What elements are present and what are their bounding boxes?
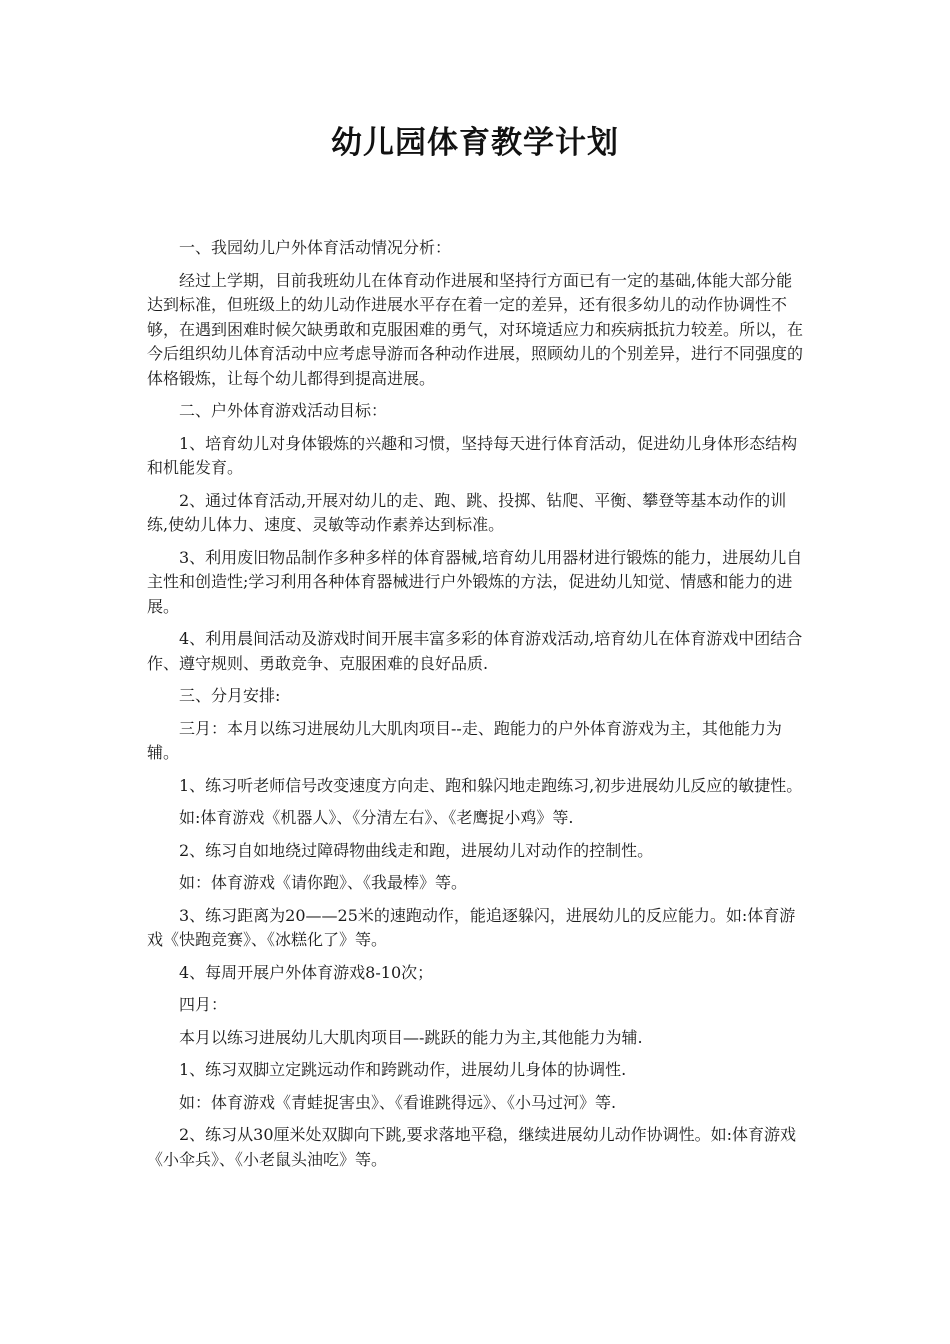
section-heading-monthly: 三、分月安排: [179,686,281,705]
goal-item: 3、利用废旧物品制作多种多样的体育器械,培育幼儿用器材进行锻炼的能力，进展幼儿自主性和创造性;学习利用各种体育器械进行户外锻炼的方法，促进幼儿知觉、情感和能力的进展。 [147,547,803,616]
plan-item: 2、练习自如地绕过障碍物曲线走和跑，进展幼儿对动作的控制性。 [179,840,654,860]
example-games: 如：体育游戏《青蛙捉害虫》、《看谁跳得远》、《小马过河》等. [179,1092,617,1112]
goal-item: 4、利用晨间活动及游戏时间开展丰富多彩的体育游戏活动,培育幼儿在体育游戏中团结合作、遵守规则、勇敢竞争、克服困难的良好品质. [147,629,803,673]
plan-item: 2、练习从30厘米处双脚向下跳,要求落地平稳，继续进展幼儿动作协调性。如:体育游戏《小伞兵》、《小老鼠头油吃》等。 [147,1125,797,1169]
plan-item: 4、每周开展户外体育游戏8-10次； [179,962,434,982]
plan-item: 1、练习听老师信号改变速度方向走、跑和躲闪地走跑练习,初步进展幼儿反应的敏捷性。 [179,775,803,795]
document-title: 幼儿园体育教学计划 [331,125,619,161]
example-games: 如：体育游戏《请你跑》、《我最棒》等。 [179,873,468,892]
month-intro-april: 本月以练习进展幼儿大肌肉项目—-跳跃的能力为主,其他能力为辅. [179,1027,643,1047]
example-games: 如:体育游戏《机器人》、《分清左右》、《老鹰捉小鸡》等. [179,808,574,827]
body-paragraph: 经过上学期，目前我班幼儿在体育动作进展和坚持行方面已有一定的基础,体能大部分能达到标准，但班级上的幼儿动作进展水平存在着一定的差异，还有很多幼儿的动作协调性不够，在遇到困难时候欠缺勇敢和克服困难的勇气，对环境适应力和疾病抵抗力较差。所以，在今后组织幼儿体育活动中应考虑导游而各种动作进展，照顾幼儿的个别差异，进行不同强度的体格锻炼，让每个幼儿都得到提高进展。 [147,270,804,388]
month-intro-march: 三月：本月以练习进展幼儿大肌肉项目--走、跑能力的户外体育游戏为主，其他能力为辅。 [147,718,782,762]
section-heading-goals: 二、户外体育游戏活动目标： [179,401,388,420]
month-heading-april: 四月： [179,995,228,1014]
document-body [147,236,807,1180]
plan-item: 3、练习距离为20——25米的速跑动作，能追逐躲闪，进展幼儿的反应能力。如:体育游戏《快跑竞赛》、《冰糕化了》等。 [147,905,796,949]
goal-item: 2、通过体育活动,开展对幼儿的走、跑、跳、投掷、钻爬、平衡、攀登等基本动作的训练,使幼儿体力、速度、灵敏等动作素养达到标准。 [147,490,787,534]
plan-item: 1、练习双脚立定跳远动作和跨跳动作，进展幼儿身体的协调性. [179,1060,627,1079]
goal-item: 1、培育幼儿对身体锻炼的兴趣和习惯，坚持每天进行体育活动，促进幼儿身体形态结构和机能发育。 [147,433,798,477]
section-heading-analysis: 一、我园幼儿户外体育活动情况分析： [179,238,452,257]
